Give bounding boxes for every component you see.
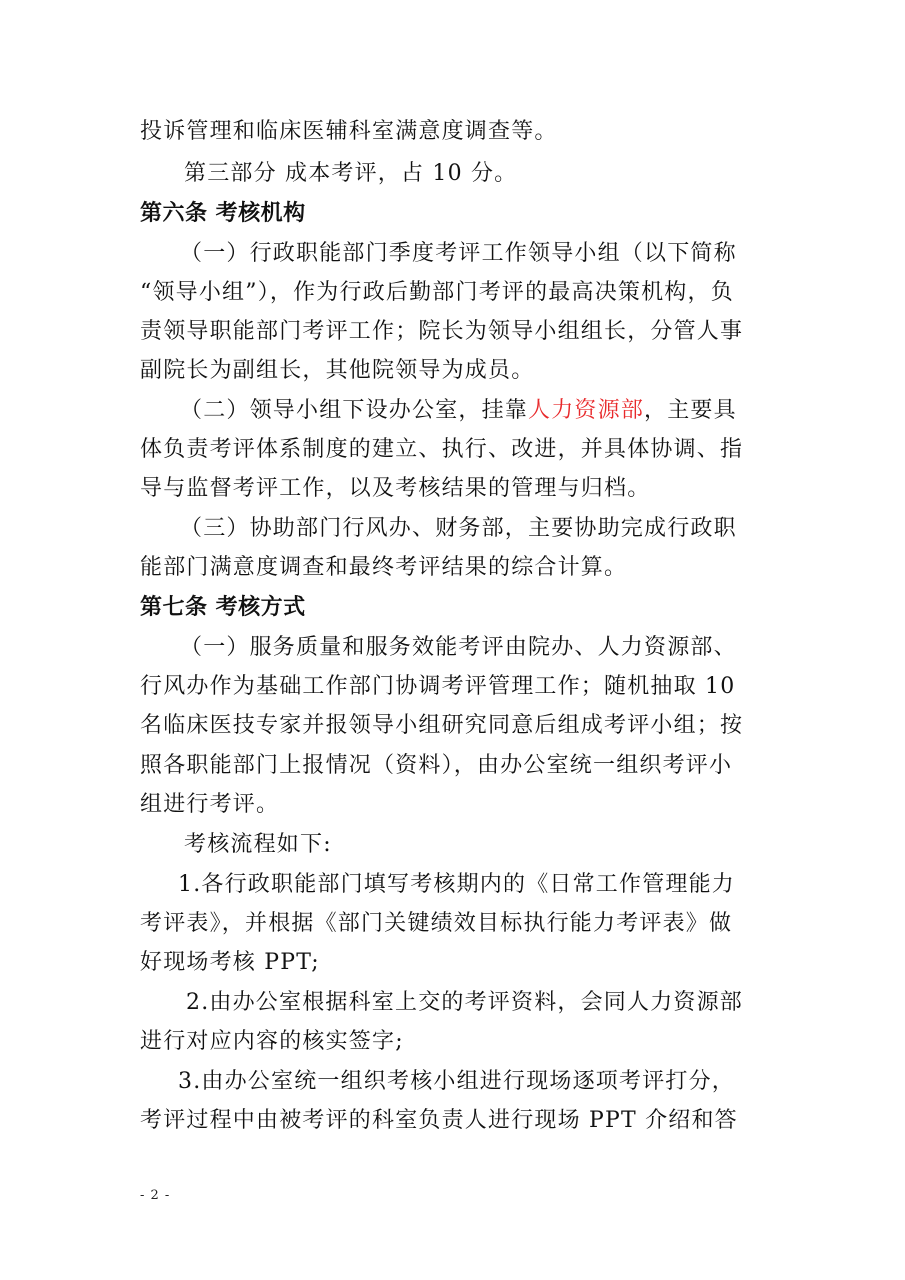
paragraph-line: “领导小组”），作为行政后勤部门考评的最高决策机构，负 — [140, 280, 734, 305]
paragraph-line: 考评过程中由被考评的科室负责人进行现场 PPT 介绍和答 — [140, 1108, 738, 1133]
paragraph-line: 副院长为副组长，其他院领导为成员。 — [140, 358, 535, 383]
paragraph-line: 3.由办公室统一组织考核小组进行现场逐项考评打分， — [178, 1069, 735, 1094]
paragraph-line: 进行对应内容的核实签字; — [140, 1029, 404, 1054]
paragraph-line: 导与监督考评工作，以及考核结果的管理与归档。 — [140, 476, 651, 501]
paragraph-line: 好现场考核 PPT; — [140, 950, 320, 975]
page-number: - 2 - — [140, 1188, 171, 1203]
paragraph-line: 能部门满意度调查和最终考评结果的综合计算。 — [140, 555, 628, 580]
paragraph-line: （一）行政职能部门季度考评工作领导小组（以下简称 — [180, 241, 737, 266]
paragraph-line: 行风办作为基础工作部门协调考评管理工作；随机抽取 10 — [140, 674, 736, 699]
highlighted-text: 人力资源部 — [528, 398, 645, 423]
paragraph-line: 2.由办公室根据科室上交的考评资料，会同人力资源部 — [186, 990, 743, 1015]
paragraph-line: 1.各行政职能部门填写考核期内的《日常工作管理能力 — [178, 872, 735, 897]
paragraph-line: 组进行考评。 — [140, 792, 280, 817]
section-heading: 第七条 考核方式 — [140, 595, 306, 620]
paragraph-line: （三）协助部门行风办、财务部，主要协助完成行政职 — [180, 516, 737, 541]
paragraph-line: 考核流程如下: — [184, 832, 332, 857]
paragraph-line — [180, 397, 780, 425]
paragraph-text: ，主要具 — [644, 398, 737, 423]
paragraph-line: （一）服务质量和服务效能考评由院办、人力资源部、 — [180, 635, 737, 660]
paragraph-line: 第三部分 成本考评，占 10 分。 — [184, 161, 518, 186]
section-heading: 第六条 考核机构 — [140, 201, 306, 226]
paragraph-line: 名临床医技专家并报领导小组研究同意后组成考评小组；按 — [140, 713, 744, 738]
paragraph-line: 照各职能部门上报情况（资料），由办公室统一组织考评小 — [140, 753, 733, 778]
paragraph-line: 体负责考评体系制度的建立、执行、改进，并具体协调、指 — [140, 437, 744, 462]
paragraph-line: 责领导职能部门考评工作；院长为领导小组组长，分管人事 — [140, 319, 744, 344]
paragraph-text: （二）领导小组下设办公室，挂靠 — [180, 398, 529, 423]
paragraph-line: 投诉管理和临床医辅科室满意度调查等。 — [140, 119, 558, 144]
paragraph-line: 考评表》，并根据《部门关键绩效目标执行能力考评表》做 — [140, 911, 733, 936]
